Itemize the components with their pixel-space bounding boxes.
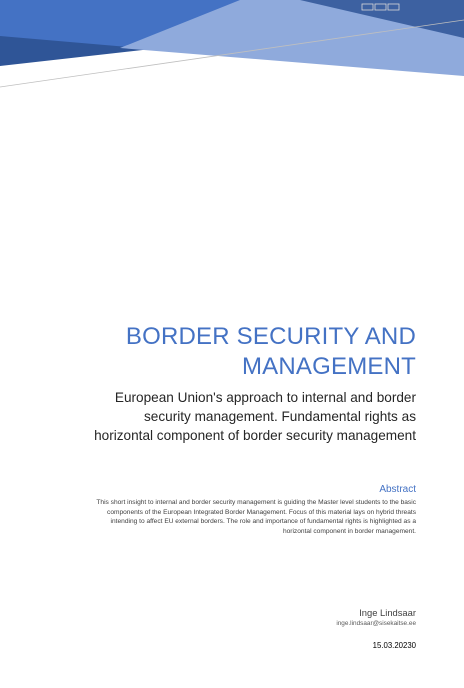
document-title: BORDER SECURITY AND MANAGEMENT [125, 323, 416, 380]
title-block [86, 322, 416, 445]
abstract-section [86, 484, 416, 536]
abstract-text: This short insight to internal and border security management is guiding the Master level students to the basic components of the European Integrated Border Management. Focus of this material lays on hybrid threats intending to affect EU external borders. The role and importance of fundamental rights is highlighted as a horizontal component in border management. [96, 499, 416, 535]
abstract-heading: Abstract [379, 484, 416, 495]
author-name: Inge Lindsaar [359, 607, 416, 618]
header-banner [0, 0, 464, 100]
author-block [336, 607, 416, 629]
author-email: inge.lindsaar@sisekaitse.ee [336, 620, 416, 627]
document-date: 15.03.20230 [372, 641, 416, 650]
document-subtitle: European Union's approach to internal and border security management. Fundamental rights as horizontal component of border security management [94, 390, 416, 443]
